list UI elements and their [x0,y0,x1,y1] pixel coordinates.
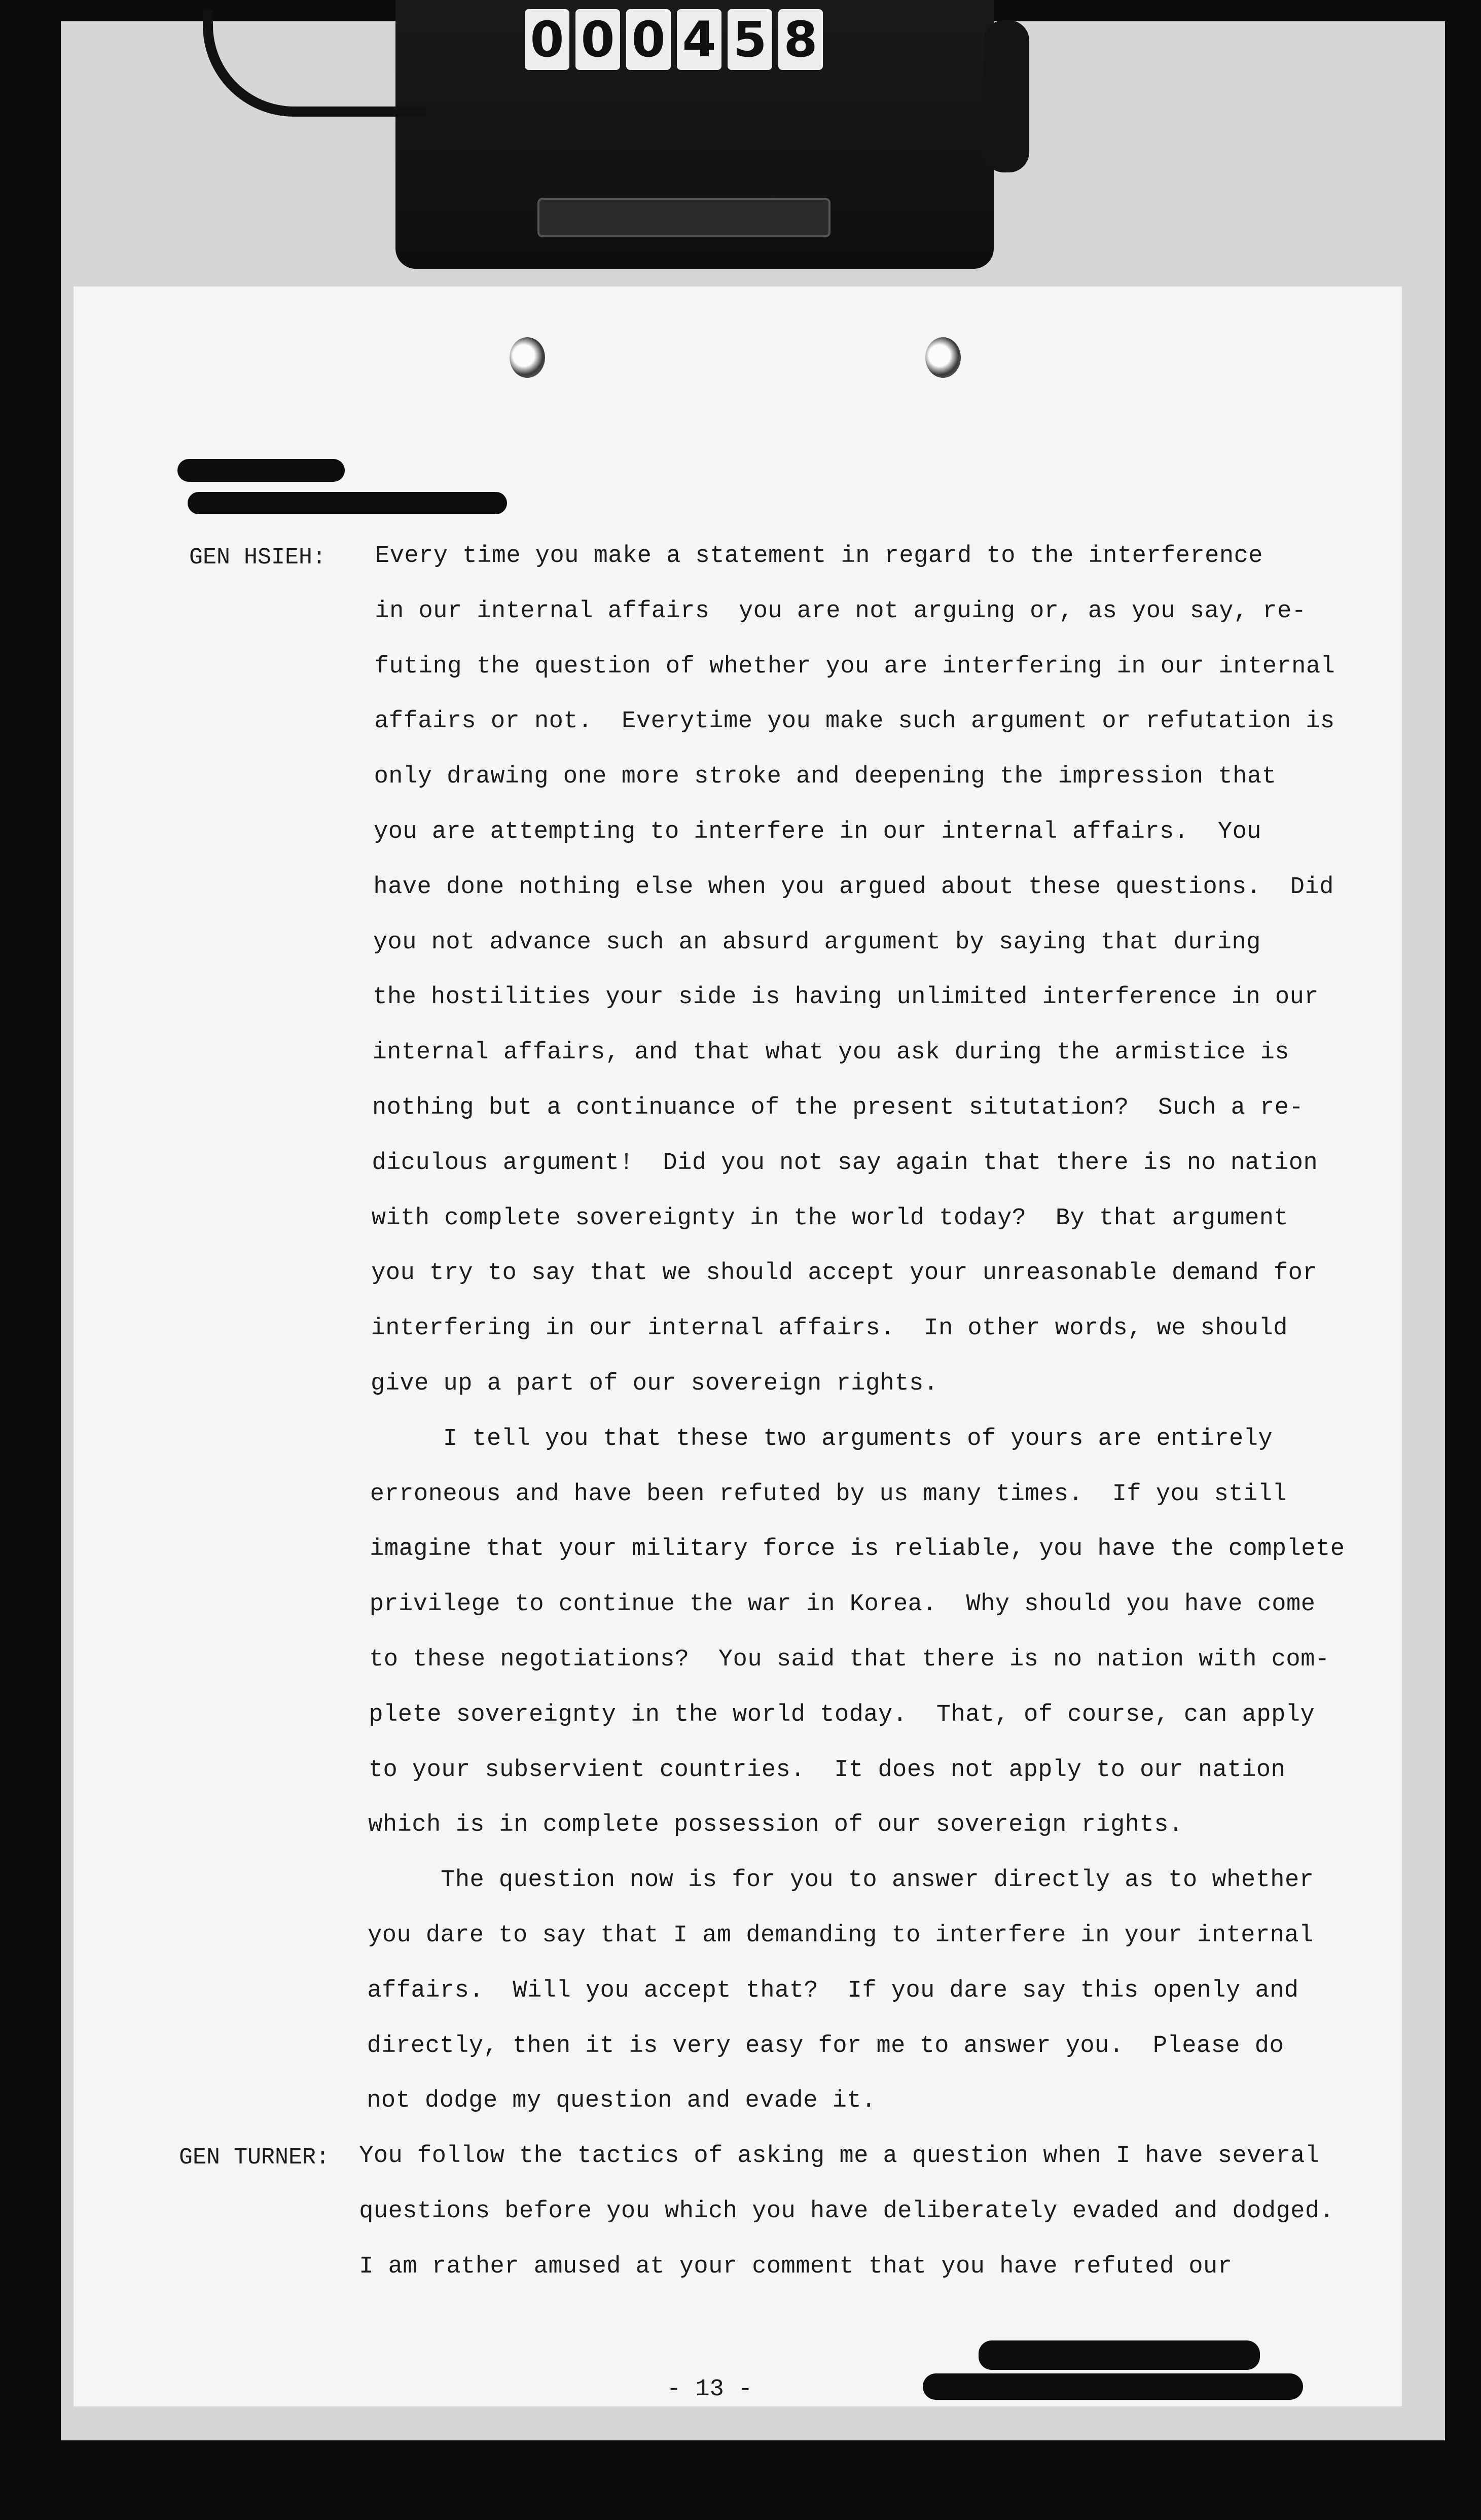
transcript-line: Every time you make a statement in regard to the interference [375,543,1263,570]
redaction-mark-top-long [188,492,507,514]
transcript-line: you not advance such an absurd argument by saying that during [373,929,1261,956]
transcript-line: internal affairs, and that what you ask during the armistice is [372,1039,1289,1067]
transcript-line: imagine that your military force is reliable, you have the complete [370,1536,1345,1563]
transcript-line: nothing but a continuance of the present situtation? Such a re- [372,1094,1304,1121]
transcript-line: questions before you which you have deliberately evaded and dodged. [359,2198,1334,2225]
transcript-line: you dare to say that I am demanding to interfere in your internal [368,1922,1314,1949]
counter-digit: 8 [778,9,823,70]
transcript-line: affairs or not. Everytime you make such argument or refutation is [374,708,1335,735]
transcript-line: affairs. Will you accept that? If you dare say this openly and [367,1977,1299,2004]
counter-digit: 5 [728,9,772,70]
transcript-line: You follow the tactics of asking me a question when I have several [359,2143,1320,2170]
counter-digit: 0 [525,9,569,70]
transcript-line: plete sovereignty in the world today. That, of course, can apply [369,1701,1315,1728]
transcript-line: diculous argument! Did you not say again that there is no nation [372,1149,1318,1177]
transcript-line: have done nothing else when you argued about these questions. Did [373,873,1334,901]
counter-digit: 4 [677,9,721,70]
redaction-mark-bottom-upper [979,2340,1260,2370]
transcript-line: only drawing one more stroke and deepening the impression that [374,763,1277,791]
transcript-line: to these negotiations? You said that there is no nation with com- [369,1646,1330,1673]
transcript-line: with complete sovereignty in the world today? By that argument [371,1204,1289,1232]
speaker-label: GEN TURNER: [179,2145,330,2171]
transcript-line: The question now is for you to answer directly as to whether [368,1867,1314,1894]
transcript-line: interfering in our internal affairs. In other words, we should [371,1315,1288,1342]
counter-nameplate [537,198,830,237]
transcript-line: you are attempting to interfere in our internal affairs. You [374,819,1261,845]
transcript-line: privilege to continue the war in Korea. Why should you have come [369,1591,1316,1618]
punch-hole-right [925,337,961,378]
punch-hole-left [510,337,545,378]
counter-digit: 0 [575,9,620,70]
transcript-line: not dodge my question and evade it. [367,2087,876,2115]
counter-digits [525,9,823,70]
transcript-line: you try to say that we should accept your unreasonable demand for [371,1260,1317,1287]
frame-counter [395,0,994,269]
transcript-line: to your subservient countries. It does not apply to our nation [368,1756,1286,1784]
redaction-mark-bottom-lower [923,2373,1303,2400]
transcript-line: the hostilities your side is having unlimited interference in our [373,984,1319,1011]
page-number: - 13 - [667,2376,753,2403]
document-page [74,287,1402,2406]
transcript-line: futing the question of whether you are interfering in our internal [374,653,1335,680]
transcript-line: give up a part of our sovereign rights. [371,1370,938,1397]
transcript-line: which is in complete possession of our sovereign rights. [368,1812,1183,1839]
transcript-line: directly, then it is very easy for me to answer you. Please do [367,2032,1284,2060]
counter-knob [984,20,1029,172]
transcript-line: I tell you that these two arguments of yours are entirely [370,1425,1273,1452]
counter-digit: 0 [626,9,671,70]
redaction-mark-top-short [177,459,345,482]
speaker-label: GEN HSIEH: [189,545,327,571]
transcript-line: I am rather amused at your comment that you have refuted our [359,2253,1233,2280]
transcript-line: erroneous and have been refuted by us many times. If you still [370,1480,1287,1508]
transcript-line: in our internal affairs you are not arguing or, as you say, re- [375,597,1307,625]
